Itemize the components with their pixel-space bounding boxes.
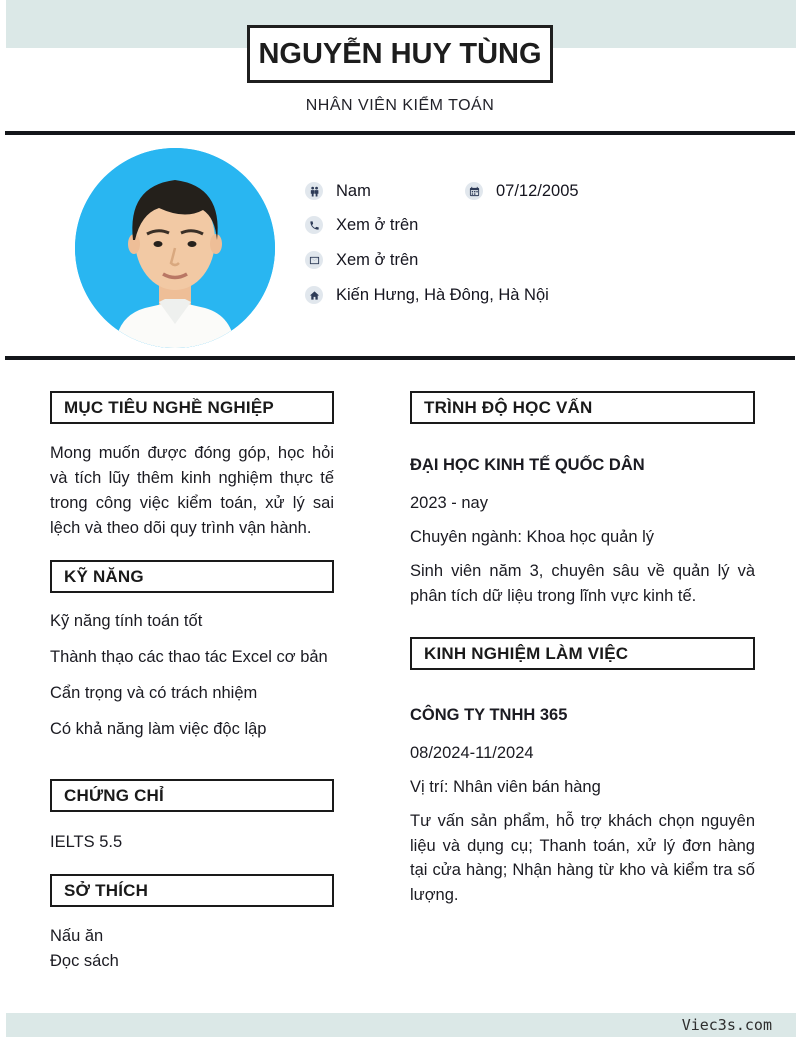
skill-item: Cẩn trọng và có trách nhiệm [50,684,258,702]
experience-description: Tư vấn sản phẩm, hỗ trợ khách chọn nguyên liệu và dụng cụ; Thanh toán, xử lý đơn hàng tại cửa hàng; Nhận hàng từ kho và kiểm tra số lượng. [410,812,755,904]
objective-body: Mong muốn được đóng góp, học hỏi và tích lũy thêm kinh nghiệm thực tế trong công việc kiểm toán, xử lý sai lệch và theo dõi quy trình vận hành. [50,444,334,537]
section-heading-objective [50,391,334,424]
section-heading-education [410,391,755,424]
email-icon [305,251,323,269]
hobbies-list [50,924,334,974]
education-description: Sinh viên năm 3, chuyên sâu về quản lý và phân tích dữ liệu trong lĩnh vực kinh tế. [410,562,755,605]
home-icon [305,286,323,304]
contact-row-address [305,285,549,305]
objective-heading-label: MỤC TIÊU NGHỀ NGHIỆP [64,397,274,417]
profile-photo [75,148,275,348]
footer-band [6,1013,796,1037]
contact-row-dob [465,181,579,201]
skill-item: Kỹ năng tính toán tốt [50,612,203,630]
skill-item: Có khả năng làm việc độc lập [50,720,267,738]
job-title: NHÂN VIÊN KIỂM TOÁN [305,97,495,114]
hobby-item: Nấu ăn [50,927,104,945]
section-heading-experience [410,637,755,670]
experience-period: 08/2024-11/2024 [410,744,534,762]
experience-company: CÔNG TY TNHH 365 [410,706,568,724]
section-heading-hobbies [50,874,334,907]
education-major: Chuyên ngành: Khoa học quản lý [410,528,655,546]
name-box [247,25,553,83]
experience-heading-label: KINH NGHIỆM LÀM VIỆC [424,643,629,663]
certificates-heading-label: CHỨNG CHỈ [64,785,164,805]
calendar-icon [465,182,483,200]
phone-icon [305,216,323,234]
profile-photo-graphic [75,148,275,348]
candidate-name: NGUYỄN HUY TÙNG [258,37,542,70]
education-heading-label: TRÌNH ĐỘ HỌC VẤN [424,397,593,417]
watermark: Viec3s.com [681,1016,772,1034]
hobbies-heading-label: SỞ THÍCH [64,880,149,900]
section-heading-certificates [50,779,334,812]
hobby-item: Đọc sách [50,952,119,970]
section-heading-skills [50,560,334,593]
skills-heading-label: KỸ NĂNG [64,566,144,586]
phone-value: Xem ở trên [336,215,419,234]
divider-middle [5,356,795,360]
contact-row-email [305,250,418,270]
contact-row-phone [305,215,418,235]
divider-top [5,131,795,135]
email-value: Xem ở trên [336,250,419,269]
dob-value: 07/12/2005 [496,181,579,200]
address-value: Kiến Hưng, Hà Đông, Hà Nội [336,285,549,304]
skill-item: Thành thạo các thao tác Excel cơ bản [50,648,328,666]
contact-row-gender [305,181,371,201]
skills-list [50,609,334,753]
education-period: 2023 - nay [410,494,488,512]
experience-position: Vị trí: Nhân viên bán hàng [410,778,601,796]
gender-value: Nam [336,181,371,200]
education-school: ĐẠI HỌC KINH TẾ QUỐC DÂN [410,456,645,474]
certificate-item: IELTS 5.5 [50,833,123,851]
gender-icon [305,182,323,200]
